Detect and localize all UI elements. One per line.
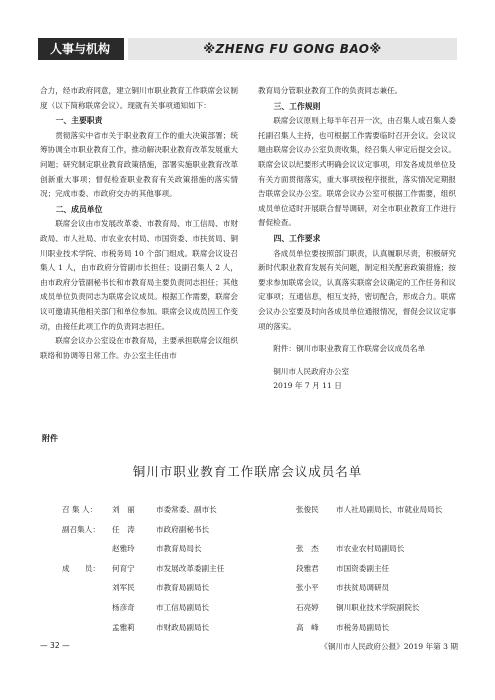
signing-organization: 铜川市人民政府办公室 <box>273 366 350 376</box>
member-role: 成 员： <box>62 563 100 573</box>
section-3-heading: 三、工作规则 <box>273 101 321 111</box>
section-1-heading: 一、主要职责 <box>55 116 103 126</box>
member-title: 市农业农村局副局长 <box>336 544 405 554</box>
member-name: 石亮婷 <box>296 602 319 612</box>
member-row <box>296 539 476 559</box>
right-column <box>258 84 456 394</box>
member-name: 任 涛 <box>112 524 135 534</box>
publication-info: 《铜川市人民政府公报》2019 年第 3 期 <box>320 642 458 651</box>
member-title: 市财政局副局长 <box>156 622 210 632</box>
member-row <box>62 618 282 638</box>
section-4-body: 各成员单位要按照部门职责，认真履职尽责，积极研究新时代职业教育发展有关问题，制定相关配套政策措施；按要求参加联席会议，认真落实联席会议确定的工作任务和议定事项；互通信息，相互支持，密切配合，形成合力。联席会议办公室要及时向各成员单位通报情况，督促会议议定事项的落实。 <box>258 248 456 331</box>
page-footer <box>40 641 458 653</box>
member-name: 刘 丽 <box>112 505 135 514</box>
member-row <box>296 578 476 598</box>
section-1-body: 贯彻落实中省市关于职业教育工作的重大决策部署；统筹协调全市职业教育工作，推动解决职业教育改革发展重大问题；研究制定职业教育政策措施，部署实施职业教育改革创新重大事项；督促检查职业教育有关政策措施的落实情况；完成市委、市政府交办的其他事项。 <box>40 130 238 199</box>
member-row <box>62 539 282 559</box>
member-title: 市发展改革委副主任 <box>156 563 225 573</box>
member-name: 赵雅玲 <box>112 544 135 554</box>
member-name: 刘军民 <box>112 583 135 593</box>
member-title: 铜川职业技术学院副院长 <box>336 602 420 612</box>
member-row <box>296 520 476 540</box>
member-row <box>62 559 282 579</box>
section-4-heading: 四、工作要求 <box>273 233 321 243</box>
member-row <box>62 578 282 598</box>
attachment-label: 附件 <box>42 434 58 443</box>
member-role: 召 集 人： <box>62 505 98 514</box>
member-row <box>296 500 476 520</box>
member-title: 市人社局副局长、市就业局局长 <box>336 505 443 514</box>
section-2-heading: 二、成员单位 <box>55 204 103 214</box>
intro-paragraph: 合力，经市政府同意，建立铜川市职业教育工作联席会议制度（以下简称联席会议）。现就有关事项通知如下： <box>40 86 238 110</box>
member-list-left <box>62 500 282 637</box>
attachment-title: 铜川市职业教育工作联席会议成员名单 <box>132 464 363 479</box>
section-2-body-office: 联席会议办公室设在市教育局，主要承担联席会议组织联络和协调等日常工作。办公室主任由市 <box>40 336 238 360</box>
section-3-body: 联席会议原则上每半年召开一次，由召集人或召集人委托副召集人主持，也可根据工作需要临时召开会议。会议议题由联席会议办公室负责收集，经召集人审定后提交会议。联席会议以纪要形式明确会议议定事项，印发各成员单位及有关方面贯彻落实，重大事项按程序报批，落实情况定期报告联席会议办公室。联席会议办公室可根据工作需要，组织成员单位适时开展联合督导调研，对全市职业教育工作进行督促检查。 <box>258 116 456 228</box>
member-title: 市教育局副局长 <box>156 583 210 593</box>
member-title: 市教育局局长 <box>156 544 202 554</box>
member-name: 段雅君 <box>296 563 319 573</box>
member-row <box>296 598 476 618</box>
page-number: — 32 — <box>40 641 70 650</box>
member-title: 市税务局副局长 <box>336 622 390 632</box>
member-title: 市政府副秘书长 <box>156 524 210 534</box>
member-row <box>296 618 476 638</box>
member-row <box>62 520 282 540</box>
section-label: 人事与机构 <box>38 38 124 60</box>
page-header <box>38 38 457 60</box>
member-role: 副召集人： <box>62 524 100 534</box>
member-row <box>296 559 476 579</box>
member-row <box>62 598 282 618</box>
left-column <box>40 84 238 363</box>
member-title: 市委常委、副市长 <box>156 505 217 514</box>
signing-date: 2019 年 7 月 11 日 <box>273 381 342 391</box>
continued-text: 教育局分管职业教育工作的负责同志兼任。 <box>258 86 403 95</box>
member-title: 市扶贫局调研员 <box>336 583 390 593</box>
member-row <box>62 500 282 520</box>
member-name: 张小平 <box>296 583 319 593</box>
journal-banner: ※ZHENG FU GONG BAO※ <box>128 38 457 60</box>
member-name: 张俊民 <box>296 505 319 514</box>
member-title: 市工信局副局长 <box>156 602 210 612</box>
member-name: 张 杰 <box>296 544 319 554</box>
member-title: 市国资委副主任 <box>336 563 390 573</box>
member-name: 何育宁 <box>112 563 135 573</box>
member-name: 高 峰 <box>296 622 319 632</box>
section-2-body: 联席会议由市发展改革委、市教育局、市工信局、市财政局、市人社局、市农业农村局、市国资委、市扶贫局、铜川职业技术学院、市税务局 10 个部门组成。联席会议设召集人 1 人，由市政府分管副市长担任；设副召集人 2 人，由市政府分管副秘书长和市教育局主要负责同志担任；其他成员单位负责同志为联席会议成员。根据工作需要，联席会议可邀请其他相关部门和单位参加。联席会议成员因工作变动，由接任此项工作的负责同志担任。 <box>40 219 238 331</box>
member-name: 杨彦奇 <box>112 602 135 612</box>
attachment-note: 附件：铜川市职业教育工作联席会议成员名单 <box>273 344 426 354</box>
member-name: 孟雅莉 <box>112 622 135 632</box>
member-list-right <box>296 500 476 637</box>
